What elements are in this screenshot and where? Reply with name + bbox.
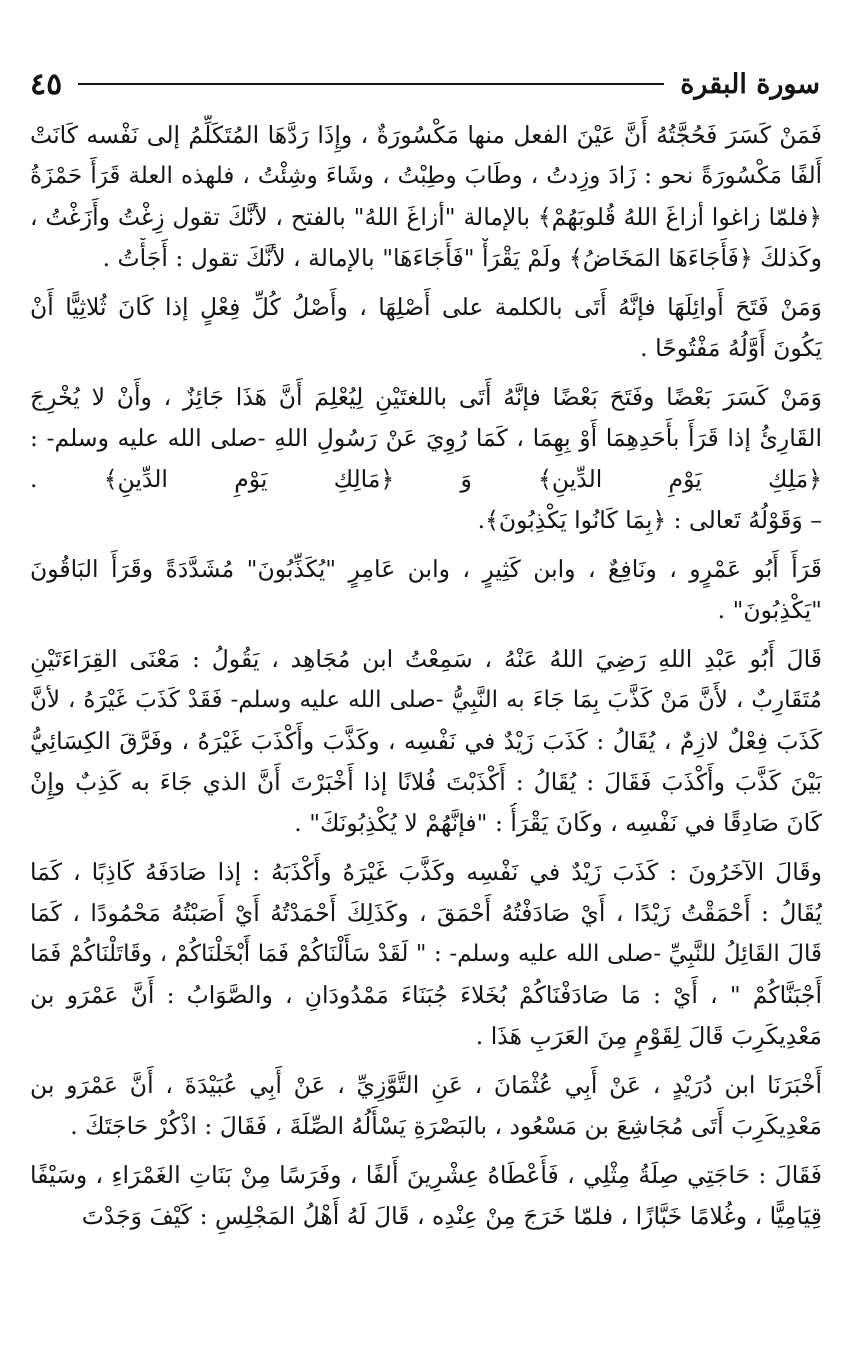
text-line: بَيْنَ كَذَّبَ وأَكْذَبَ فَقَالَ : يُقَالُ : أَكْذَبْتَ فُلانًا إذا أَخْبَرْتَ أَنَّ الذي جَاءَ به كَذِبٌ وإِنْ [30, 768, 822, 796]
text-line: قِيَامِيًّا ، وغُلامًا خَبَّازًا ، فلمّا خَرَجَ مِنْ عِنْدِه ، قَالَ لَهُ أَهْلُ المَجْلِسِ : كَيْفَ وَجَدْتَ [81, 1202, 822, 1230]
text-line: ﴿فلمّا زاغوا أزاغَ اللهُ قُلوبَهُمْ﴾ بالإمالة "أزاغَ اللهُ" بالفتح ، لأنَّكَ تقول زِغْتُ وأَزَغْتُ ، [30, 203, 822, 231]
text-line: أَخْبَرَنَا ابن دُرَيْدٍ ، عَنْ أَبِي عُثْمَانَ ، عَنِ التَّوَّزِيِّ ، عَنْ أَبِي عُبَيْدَةَ ، أَنَّ عَمْرَو بن [30, 1071, 822, 1099]
paragraph [30, 639, 822, 844]
text-line: مَعْدِيكَرِبَ قَالَ لِقَوْمٍ مِنَ العَرَبِ هَذَا . [475, 1022, 822, 1050]
text-line: يَكُونَ أَوَّلُهُ مَفْتُوحًا . [640, 334, 822, 362]
text-line: كَذَبَ فِعْلٌ لازِمٌ ، يُقَالُ : كَذَبَ زَيْدٌ في نَفْسِه ، وكَذَّبَ وأَكْذَبَ غَيْرَهُ ، وفَرَّقَ الكِسَائِيُّ [30, 727, 822, 755]
text-line: كَانَ صَادِقًا في نَفْسِه ، وكَانَ يَقْرَأُ : "فإنَّهُمْ لا يُكْذِبُونَكَ" . [294, 809, 822, 837]
text-line: – وَقَوْلُهُ تَعالى : ﴿بِمَا كَانُوا يَكْذِبُونَ﴾. [477, 506, 822, 534]
text-line: وَمَنْ فَتَحَ أَوائِلَهَا فإنَّهُ أَتَى بالكلمة على أَصْلِهَا ، وأَصْلُ كُلِّ فِعْلٍ إذا كَانَ ثُلاثِيًّا أَنْ [30, 293, 822, 321]
surah-title: سورة البقرة [680, 68, 820, 100]
text-line: أَلفًا مَكْسُورَةً نحو : زَادَ وزِدتُ ، وطَابَ وطِبْتُ ، وشَاءَ وشِئْتُ ، فلهذه العلة قَرَأَ حَمْزَةُ [30, 163, 822, 189]
text-line: ﴿مَلِكِ يَوْمِ الدِّينِ﴾ وَ ﴿مَالِكِ يَوْمِ الدِّينِ﴾ . [30, 465, 822, 493]
header-rule [78, 83, 664, 85]
paragraph [30, 1065, 822, 1147]
text-line: مَعْدِيكَرِبَ أَتَى مُجَاشِعَ بن مَسْعُود ، بالبَصْرَةِ يَسْأَلُهُ الصِّلَةَ ، فَقَالَ : اذْكُرْ حَاجَتَكَ . [70, 1112, 822, 1140]
paragraph [30, 377, 822, 541]
text-line: يُقَالُ : أَحْمَقْتُ زَيْدًا ، أَيْ صَادَفْتُهُ أَحْمَقَ ، وكَذَلِكَ أَحْمَدْتُهُ أَيْ أَصَبْتُهُ مَحْمُودًا ، كَمَا [30, 899, 822, 927]
paragraph [30, 1155, 822, 1237]
text-line: فَقَالَ : حَاجَتِي صِلَةُ مِثْلِي ، فَأَعْطَاهُ عِشْرِينَ أَلفًا ، وفَرَسًا مِنْ بَنَاتِ الغَمْرَاءِ ، وسَيْفًا [30, 1161, 822, 1189]
paragraph [30, 115, 822, 279]
text-line: وقَالَ الآخَرُونَ : كَذَبَ زَيْدٌ في نَفْسِه وكَذَّبَ غَيْرَهُ وأَكْذَبَهُ : إذا صَادَفَهُ كَاذِبًا ، كَمَا [30, 858, 822, 886]
paragraph [30, 852, 822, 1057]
text-line: "يَكْذِبُونَ" . [717, 596, 822, 624]
text-line: قَالَ أَبُو عَبْدِ اللهِ رَضِيَ اللهُ عَنْهُ ، سَمِعْتُ ابن مُجَاهِد ، يَقُولُ : مَعْنَى القِرَاءَتَيْنِ [30, 645, 822, 673]
page-number: ٤٥ [30, 66, 63, 102]
text-line: مُتَقَارِبٌ ، لأَنَّ مَنْ كَذَّبَ بِمَا جَاءَ به النَّبِيُّ -صلى الله عليه وسلم- فَقَدْ كَذَبَ غَيْرَهُ ، لأنَّ [30, 687, 822, 713]
page-header [30, 58, 820, 110]
text-line: قَالَ القَائِلُ للنَّبِيِّ -صلى الله عليه وسلم- : " لَقَدْ سَأَلْنَاكُمْ فَمَا أَبْخَلْنَاكُمْ ، وقَاتَلْنَاكُمْ فَمَا [30, 941, 822, 967]
paragraph [30, 549, 822, 631]
paragraph [30, 287, 822, 369]
text-line: أَجْبَنَّاكُمْ " ، أَيْ : مَا صَادَفْنَاكُمْ بُخَلاءَ جُبَنَاءَ مَمْدُودَانِ ، والصَّوَابُ : أَنَّ عَمْرَو بن [30, 981, 822, 1009]
page-body [30, 115, 822, 1237]
text-line: قَرَأَ أَبُو عَمْرٍو ، ونَافِعٌ ، وابن كَثِيرٍ ، وابن عَامِرٍ "يُكَذِّبُونَ" مُشَدَّدَةً وقَرَأَ البَاقُونَ [30, 555, 822, 583]
text-line: القَارِئُ إذا قَرَأَ بأَحَدِهِمَا أَوْ بِهِمَا ، كَمَا رُوِيَ عَنْ رَسُولِ اللهِ -صلى الله عليه وسلم- : [30, 424, 822, 452]
text-line: وكَذلكَ ﴿فَأَجَاءَهَا المَخَاضُ﴾ ولَمْ يَقْرَأْ "فَأَجَاءَهَا" بالإمالة ، لأنَّكَ تقول : أَجَأْتُ . [102, 244, 822, 272]
text-line: وَمَنْ كَسَرَ بَعْضًا وفَتَحَ بَعْضًا فإنَّهُ أَتَى باللغتَيْنِ لِيُعْلِمَ أَنَّ هَذَا جَائِزٌ ، وأَنْ لا يُخْرِجَ [30, 383, 822, 411]
text-line: فَمَنْ كَسَرَ فَحُجَّتُهُ أَنَّ عَيْنَ الفعل منها مَكْسُورَةٌ ، وإِذَا رَدَّهَا المُتَكَلِّمُ إلى نَفْسه كَانَتْ [30, 121, 822, 149]
